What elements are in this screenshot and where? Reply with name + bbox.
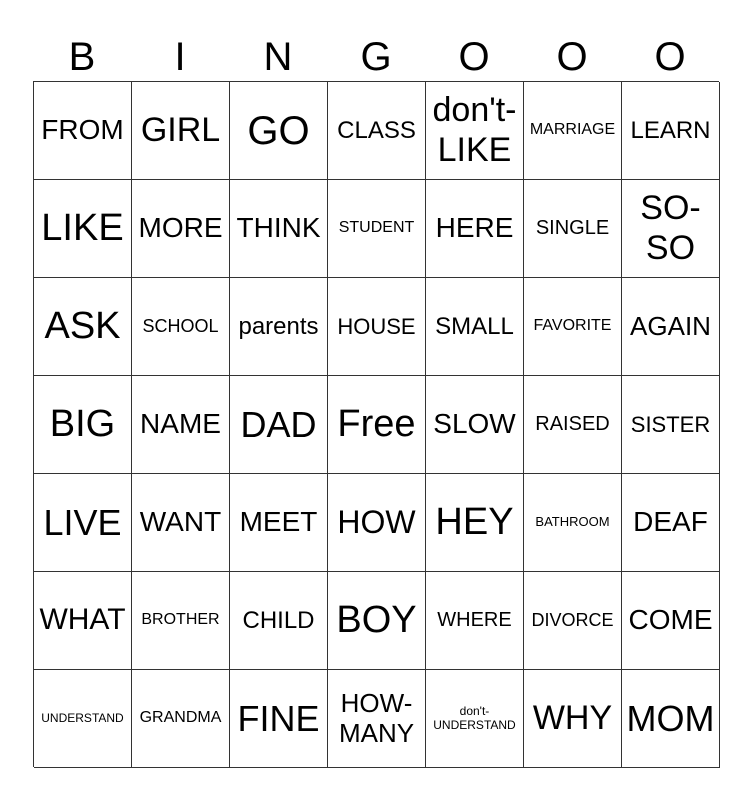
bingo-cell-label: DAD <box>240 403 317 445</box>
bingo-cell-label: FINE <box>237 697 320 739</box>
bingo-cell-label: CLASS <box>337 116 416 144</box>
bingo-cell-r1-c1[interactable] <box>34 82 132 180</box>
bingo-cell-label: STUDENT <box>338 219 415 237</box>
bingo-cell-r5-c5[interactable] <box>426 474 524 572</box>
bingo-cell-label: ASK <box>44 304 121 347</box>
bingo-cell-label: SCHOOL <box>142 316 219 337</box>
header-letter-o: O <box>654 35 686 79</box>
bingo-cell-r1-c3[interactable] <box>230 82 328 180</box>
bingo-cell-label: HOW <box>337 504 416 541</box>
bingo-cell-label: WANT <box>139 506 222 538</box>
header-letter-g: G <box>360 35 392 79</box>
bingo-cell-r1-c4[interactable] <box>328 82 426 180</box>
bingo-cell-label: COME <box>628 604 713 636</box>
bingo-cell-label: HEY <box>435 500 514 543</box>
bingo-cell-r4-c3[interactable] <box>230 376 328 474</box>
bingo-cell-r4-c1[interactable] <box>34 376 132 474</box>
bingo-header <box>33 34 719 80</box>
bingo-cell-label: LIKE <box>41 206 124 249</box>
header-letter-n: N <box>263 35 293 79</box>
bingo-cell-r7-c5[interactable] <box>426 670 524 768</box>
bingo-cell-r6-c5[interactable] <box>426 572 524 670</box>
bingo-cell-r3-c7[interactable] <box>622 278 720 376</box>
bingo-cell-label: WHY <box>532 698 613 737</box>
bingo-cell-label: SMALL <box>435 312 514 340</box>
bingo-cell-r7-c6[interactable] <box>524 670 622 768</box>
bingo-cell-label: DIVORCE <box>531 610 614 631</box>
bingo-cell-r3-c4[interactable] <box>328 278 426 376</box>
bingo-cell-label: MEET <box>239 506 318 538</box>
bingo-cell-r2-c2[interactable] <box>132 180 230 278</box>
bingo-cell-r1-c7[interactable] <box>622 82 720 180</box>
bingo-cell-label: BIG <box>49 402 116 445</box>
header-letter-o: O <box>458 35 490 79</box>
bingo-cell-r3-c5[interactable] <box>426 278 524 376</box>
bingo-cell-label: BOY <box>336 598 417 641</box>
bingo-cell-r6-c7[interactable] <box>622 572 720 670</box>
bingo-cell-r4-c7[interactable] <box>622 376 720 474</box>
bingo-cell-label: SO- SO <box>640 189 701 267</box>
bingo-cell-r5-c6[interactable] <box>524 474 622 572</box>
bingo-cell-r2-c3[interactable] <box>230 180 328 278</box>
bingo-cell-label: SISTER <box>630 411 711 437</box>
bingo-cell-label: HERE <box>435 212 514 244</box>
bingo-cell-r2-c1[interactable] <box>34 180 132 278</box>
bingo-cell-label: GRANDMA <box>139 709 222 727</box>
bingo-cell-r2-c7[interactable] <box>622 180 720 278</box>
bingo-cell-label: DEAF <box>633 506 708 538</box>
bingo-cell-label: Free <box>337 402 416 445</box>
bingo-cell-r7-c3[interactable] <box>230 670 328 768</box>
bingo-cell-label: MARRIAGE <box>529 121 616 139</box>
bingo-cell-r7-c1[interactable] <box>34 670 132 768</box>
header-letter-o: O <box>556 35 588 79</box>
bingo-cell-label: GO <box>247 108 310 153</box>
bingo-cell-r4-c5[interactable] <box>426 376 524 474</box>
bingo-cell-r7-c7[interactable] <box>622 670 720 768</box>
bingo-cell-r3-c2[interactable] <box>132 278 230 376</box>
bingo-cell-r4-c6[interactable] <box>524 376 622 474</box>
bingo-cell-label: UNDERSTAND <box>41 710 124 725</box>
bingo-cell-label: parents <box>238 312 319 340</box>
bingo-cell-r2-c5[interactable] <box>426 180 524 278</box>
bingo-cell-r3-c1[interactable] <box>34 278 132 376</box>
bingo-cell-r5-c1[interactable] <box>34 474 132 572</box>
bingo-cell-r5-c3[interactable] <box>230 474 328 572</box>
header-letter-b: B <box>68 35 96 79</box>
bingo-cell-label: SLOW <box>433 408 516 440</box>
bingo-cell-label: SINGLE <box>535 217 610 239</box>
bingo-cell-r5-c7[interactable] <box>622 474 720 572</box>
bingo-cell-r7-c2[interactable] <box>132 670 230 768</box>
bingo-cell-r3-c6[interactable] <box>524 278 622 376</box>
bingo-cell-label: FAVORITE <box>533 317 612 335</box>
bingo-cell-r1-c2[interactable] <box>132 82 230 180</box>
bingo-cell-r4-c2[interactable] <box>132 376 230 474</box>
bingo-cell-r6-c3[interactable] <box>230 572 328 670</box>
bingo-cell-r5-c2[interactable] <box>132 474 230 572</box>
bingo-cell-label: CHILD <box>242 606 315 634</box>
bingo-cell-label: BATHROOM <box>535 514 610 530</box>
bingo-cell-label: NAME <box>140 408 221 440</box>
bingo-cell-label: HOW- MANY <box>338 687 415 748</box>
header-letter-i: I <box>174 35 186 79</box>
bingo-cell-r2-c6[interactable] <box>524 180 622 278</box>
bingo-cell-label: BROTHER <box>141 611 220 629</box>
bingo-cell-label: THINK <box>236 212 321 244</box>
bingo-cell-r2-c4[interactable] <box>328 180 426 278</box>
bingo-cell-label: FROM <box>41 114 124 146</box>
bingo-cell-label: LEARN <box>630 116 711 144</box>
bingo-cell-r7-c4[interactable] <box>328 670 426 768</box>
bingo-cell-r1-c5[interactable] <box>426 82 524 180</box>
bingo-cell-label: WHERE <box>437 609 512 631</box>
bingo-cell-r6-c4[interactable] <box>328 572 426 670</box>
bingo-cell-r3-c3[interactable] <box>230 278 328 376</box>
bingo-cell-label: HOUSE <box>337 313 416 339</box>
bingo-cell-label: GIRL <box>140 110 221 149</box>
bingo-cell-r1-c6[interactable] <box>524 82 622 180</box>
bingo-cell-r5-c4[interactable] <box>328 474 426 572</box>
bingo-cell-label: AGAIN <box>630 310 711 341</box>
bingo-cell-label: don't- LIKE <box>432 91 517 169</box>
bingo-cell-r4-c4[interactable] <box>328 376 426 474</box>
bingo-cell-r6-c2[interactable] <box>132 572 230 670</box>
bingo-cell-label: RAISED <box>535 413 610 435</box>
bingo-cell-label: MOM <box>626 697 715 739</box>
bingo-cell-label: don't- UNDERSTAND <box>433 703 516 732</box>
bingo-cell-label: WHAT <box>39 603 126 637</box>
bingo-cell-r6-c1[interactable] <box>34 572 132 670</box>
bingo-cell-r6-c6[interactable] <box>524 572 622 670</box>
bingo-cell-label: MORE <box>138 212 223 244</box>
bingo-board <box>33 81 719 767</box>
bingo-cell-label: LIVE <box>43 501 122 543</box>
